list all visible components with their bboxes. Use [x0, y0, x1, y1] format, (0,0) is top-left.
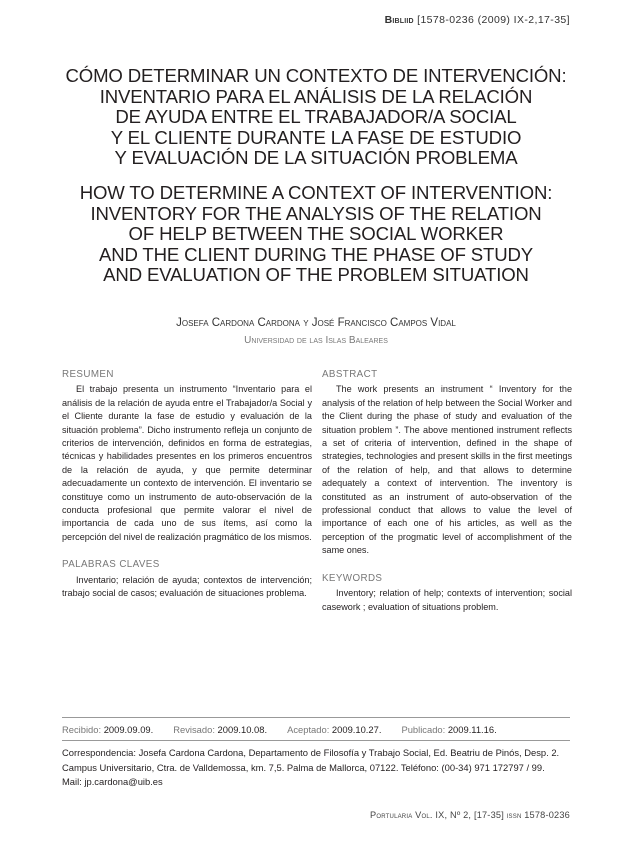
- resumen-text: El trabajo presenta un instrumento “Inventario para el análisis de la relación de ayuda entre el Trabajador/a Social y el Cliente durante la fase de estudio y evaluación de la situación problema”. Dicho instrumento refleja un conjunto de criterios de intervención, definidos en forma de estrategias, técnicas y habilidades presentes en los primeros encuentros de la relación de ayuda, y que permite determinar adecuadamente un contexto de intervención. El inventario se constituye como un instrumento de auto-observación de la conducta profesional que permite valorar el nivel de importancia de cada uno de sus ítems, así como la percepción del nivel de realización pragmático de los mismos.: [62, 384, 312, 542]
- footer-reference: Portularia Vol. IX, Nº 2, [17-35] issn 1578-0236: [370, 810, 570, 820]
- journal-mark: Bibliid: [384, 14, 414, 26]
- title-spanish: [40, 66, 592, 169]
- journal-reference: [385, 14, 570, 26]
- title-es-line: DE AYUDA ENTRE EL TRABAJADOR/A SOCIAL: [115, 106, 517, 128]
- divider: [62, 740, 570, 741]
- correspondence-address: Correspondencia: Josefa Cardona Cardona, Departamento de Filosofía y Trabajo Social, Ed. Beatriu de Pinós, Desp. 2. Campus Universitario, Ctra. de Valldemossa, km. 7,5. Palma de Mallorca, 07122. Teléfono: (00-34) 971 172797 / 99.: [62, 747, 560, 773]
- publication-dates: [62, 724, 570, 735]
- title-en-line: OF HELP BETWEEN THE SOCIAL WORKER: [128, 223, 504, 245]
- abstract-heading: ABSTRACT: [322, 369, 378, 380]
- date-accepted: Aceptado: 2009.10.27.: [287, 724, 382, 735]
- title-es-line: Y EVALUACIÓN DE LA SITUACIÓN PROBLEMA: [114, 147, 518, 169]
- correspondence-mail[interactable]: Mail: jp.cardona@uib.es: [62, 776, 163, 788]
- abstract-text: The work presents an instrument “ Inventory for the analysis of the relation of help between the Social Worker and the Client during the phase of study and evaluation of the situation problem ”. The above mentioned instrument reflects a set of criteria of intervention, defined in the shape of strategies, technologies and present skills in the first meetings of the relation of help, and that allows to determine adequately a context of intervention. The inventory is constituted as an instrument of auto-observation of the professional conduct that allows to value the level of importance of each one of his articles, as well as the perception of the progmatic level of accomplishment of the same ones.: [322, 384, 572, 556]
- palabras-clave-text: Inventario; relación de ayuda; contextos de intervención; trabajo social de casos; evaluación de situaciones problema.: [62, 574, 312, 599]
- date-published: Publicado: 2009.11.16.: [401, 724, 497, 735]
- title-en-line: HOW TO DETERMINE A CONTEXT OF INTERVENTION:: [79, 182, 553, 203]
- date-revised: Revisado: 2009.10.08.: [173, 724, 268, 735]
- title-es-line: CÓMO DETERMINAR UN CONTEXTO DE INTERVENCIÓN:: [65, 65, 567, 86]
- affiliation: Universidad de las Islas Baleares: [244, 335, 388, 346]
- title-en-line: AND EVALUATION OF THE PROBLEM SITUATION: [103, 264, 529, 286]
- issn-reference: [1578-0236 (2009) IX-2,17-35]: [417, 14, 570, 26]
- spanish-abstract-column: [62, 368, 312, 601]
- palabras-clave-heading: PALABRAS CLAVES: [62, 559, 160, 571]
- title-en-line: AND THE CLIENT DURING THE PHASE OF STUDY: [98, 243, 534, 265]
- keywords-text: Inventory; relation of help; contexts of intervention; social casework ; evaluation of situations problem.: [322, 588, 572, 612]
- title-es-line: INVENTARIO PARA EL ANÁLISIS DE LA RELACIÓN: [99, 85, 533, 107]
- keywords-heading: KEYWORDS: [322, 572, 383, 584]
- title-english: [40, 183, 592, 286]
- date-received: Recibido: 2009.09.09.: [62, 724, 154, 735]
- correspondence: [62, 746, 574, 790]
- english-abstract-column: [322, 368, 572, 614]
- resumen-heading: RESUMEN: [62, 369, 114, 380]
- title-es-line: Y EL CLIENTE DURANTE LA FASE DE ESTUDIO: [110, 126, 522, 148]
- authors: Josefa Cardona Cardona y José Francisco Campos Vidal: [176, 317, 456, 329]
- divider: [62, 717, 570, 718]
- title-en-line: INVENTORY FOR THE ANALYSIS OF THE RELATION: [90, 202, 542, 224]
